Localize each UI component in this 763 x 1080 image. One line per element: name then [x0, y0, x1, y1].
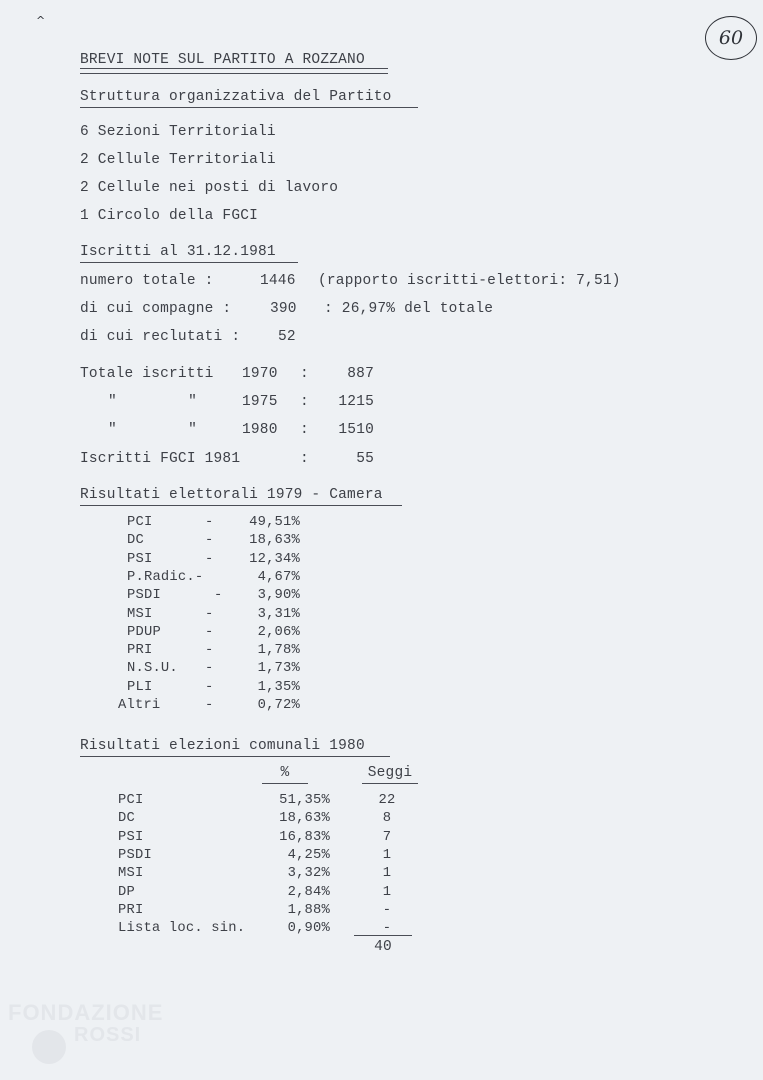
- women-value: 390: [270, 301, 297, 317]
- watermark-text: FONDAZIONE: [8, 1000, 164, 1025]
- total-label: numero totale :: [80, 273, 214, 289]
- total-seats: 40: [374, 939, 392, 955]
- party-1979: PCI: [127, 515, 153, 530]
- pct-1979: 49,51%: [249, 515, 300, 530]
- page-number: 60: [718, 27, 744, 49]
- pct-1979: 2,06%: [257, 624, 300, 640]
- pct-1980: 51,35%: [279, 793, 330, 808]
- party-1979: MSI: [127, 606, 153, 622]
- col-pct-header: %: [262, 764, 308, 784]
- structure-item: 2 Cellule Territoriali: [80, 152, 276, 168]
- watermark-text: ROSSI: [74, 1024, 142, 1046]
- pct-1979: 3,90%: [257, 588, 300, 604]
- pct-1979: 0,72%: [257, 698, 300, 713]
- elections-1980-heading: Risultati elezioni comunali 1980: [80, 737, 390, 757]
- dash-1979: -: [205, 643, 214, 659]
- dash-1979: -: [205, 661, 214, 677]
- history-label: Totale iscritti: [80, 366, 214, 382]
- pct-1979: 1,73%: [257, 661, 300, 677]
- fgci-sep: :: [300, 451, 309, 467]
- structure-heading: Struttura organizzativa del Partito: [80, 88, 418, 108]
- party-1979: DC: [127, 533, 144, 549]
- party-1979: P.Radic.-: [127, 569, 204, 585]
- dash-1979: -: [205, 624, 214, 640]
- history-sep: :: [300, 366, 309, 382]
- seats-1980: -: [382, 902, 392, 918]
- recruited-value: 52: [278, 329, 296, 345]
- structure-item: 1 Circolo della FGCI: [80, 208, 259, 224]
- document-title: BREVI NOTE SUL PARTITO A ROZZANO: [80, 52, 365, 68]
- seats-1980: 8: [382, 811, 392, 827]
- corner-mark: ^: [36, 14, 46, 27]
- col-seats-header: Seggi: [362, 764, 418, 784]
- pct-1979: 1,78%: [257, 643, 300, 659]
- party-1979: PSI: [127, 551, 153, 567]
- party-1980: DP: [118, 884, 135, 900]
- history-value: 1510: [338, 422, 374, 438]
- title-double-underline: [80, 68, 388, 74]
- women-note: : 26,97% del totale: [324, 301, 494, 317]
- pct-1980: 2,84%: [287, 884, 330, 900]
- party-1979: PSDI: [127, 588, 161, 604]
- total-note: (rapporto iscritti-elettori: 7,51): [318, 273, 621, 289]
- dash-1979: -: [205, 551, 214, 567]
- recruited-label: di cui reclutati :: [80, 329, 241, 345]
- dash-1979: -: [205, 679, 214, 695]
- pct-1980: 3,32%: [287, 866, 330, 882]
- fgci-value: 55: [356, 451, 374, 467]
- party-1979: PRI: [127, 643, 153, 659]
- pct-1980: 4,25%: [287, 847, 330, 863]
- history-sep: :: [300, 394, 309, 410]
- pct-1979: 3,31%: [257, 606, 300, 622]
- party-1980: MSI: [118, 866, 144, 882]
- party-1980: PCI: [118, 793, 144, 808]
- watermark-logo-icon: [32, 1030, 66, 1064]
- pct-1979: 18,63%: [249, 533, 300, 549]
- pct-1980: 0,90%: [287, 921, 330, 937]
- party-1979: PLI: [127, 679, 153, 695]
- history-label: " ": [108, 394, 198, 410]
- history-year: 1970: [242, 366, 278, 382]
- history-label: " ": [108, 422, 198, 438]
- history-year: 1975: [242, 394, 278, 410]
- party-1980: DC: [118, 811, 135, 827]
- history-year: 1980: [242, 422, 278, 438]
- sum-line: [354, 935, 412, 936]
- party-1980: PRI: [118, 902, 144, 918]
- pct-1979: 1,35%: [257, 679, 300, 695]
- history-sep: :: [300, 422, 309, 438]
- party-1980: PSDI: [118, 847, 152, 863]
- dash-1979: -: [205, 606, 214, 622]
- seats-1980: 1: [382, 884, 392, 900]
- seats-1980: -: [382, 921, 392, 937]
- seats-1980: 1: [382, 866, 392, 882]
- history-value: 1215: [338, 394, 374, 410]
- seats-1980: 7: [382, 829, 392, 845]
- page-number-handwritten: [705, 16, 757, 60]
- structure-item: 6 Sezioni Territoriali: [80, 124, 276, 140]
- pct-1980: 18,63%: [279, 811, 330, 827]
- party-1979: PDUP: [127, 624, 161, 640]
- seats-1980: 1: [382, 847, 392, 863]
- pct-1980: 16,83%: [279, 829, 330, 845]
- structure-item: 2 Cellule nei posti di lavoro: [80, 180, 339, 196]
- fgci-label: Iscritti FGCI 1981: [80, 451, 241, 467]
- dash-1979: -: [205, 698, 214, 713]
- history-value: 887: [347, 366, 374, 382]
- pct-1979: 12,34%: [249, 551, 300, 567]
- dash-1979: -: [205, 533, 214, 549]
- pct-1979: 4,67%: [257, 569, 300, 585]
- women-label: di cui compagne :: [80, 301, 232, 317]
- seats-1980: 22: [378, 793, 396, 808]
- party-1980: Lista loc. sin.: [118, 921, 246, 937]
- pct-1980: 1,88%: [287, 902, 330, 918]
- members-heading: Iscritti al 31.12.1981: [80, 243, 298, 263]
- total-value: 1446: [260, 273, 296, 289]
- dash-1979: -: [214, 588, 223, 604]
- dash-1979: -: [205, 515, 214, 530]
- party-1979: N.S.U.: [127, 661, 178, 677]
- party-1980: PSI: [118, 829, 144, 845]
- party-1979: Altri: [118, 698, 161, 713]
- elections-1979-heading: Risultati elettorali 1979 - Camera: [80, 486, 402, 506]
